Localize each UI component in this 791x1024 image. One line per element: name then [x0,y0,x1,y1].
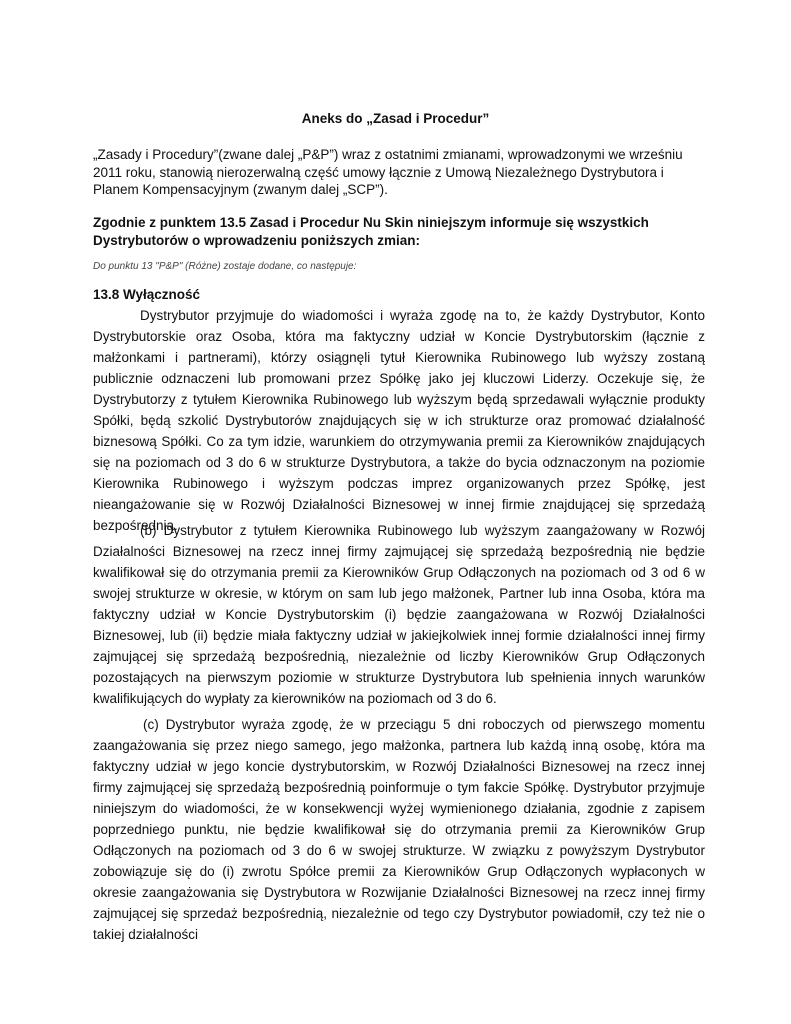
paragraph-a: Dystrybutor przyjmuje do wiadomości i wyraża zgodę na to, że każdy Dystrybutor, Konto Dystrybutorskie oraz Osoba, która ma faktyczny udział w Koncie Dystrybutorskim (łącznie z małżonkami i partnerami), którzy osiągnęli tytuł Kierownika Rubinowego lub wyższy zostaną publicznie odznaczeni lub promowani przez Spółkę jako jej kluczowi Liderzy. Oczekuje się, że Dystrybutorzy z tytułem Kierownika Rubinowego lub wyższym będą sprzedawali wyłącznie produkty Spółki, będą szkolić Dystrybutorów znajdujących się w ich strukturze oraz promować działalność biznesową Spółki. Co za tym idzie, warunkiem do otrzymywania premii za Kierowników znajdujących się na poziomach od 3 do 6 w strukturze Dystrybutora, a także do bycia odznaczonym na poziomie Kierownika Rubinowego i wyższym podczas imprez organizowanych przez Spółkę, jest nieangażowanie się w Rozwój Działalności Biznesowej w innej firmie znajdującej się sprzedażą bezpośrednią. [93,308,705,533]
paragraph-c: (c) Dystrybutor wyraża zgodę, że w przeciągu 5 dni roboczych od pierwszego momentu zaangażowania się przez niego samego, jego małżonka, partnera lub każdą inną osobę, która ma faktyczny udział w jego koncie dystrybutorskim, w Rozwój Działalności Biznesowej na rzecz innej firmy zajmującej się sprzedażą bezpośrednią poinformuje o tym fakcie Spółkę. Dystrybutor przyjmuje niniejszym do wiadomości, że w konsekwencji wyżej wymienionego działania, zgodnie z zapisem poprzedniego punktu, nie będzie kwalifikował się do otrzymania premii za Kierowników Grup Odłączonych na poziomach od 3 do 6 w swojej strukturze. W związku z powyższym Dystrybutor zobowiązuje się do (i) zwrotu Spółce premii za Kierowników Grup Odłączonych wypłaconych w okresie zaangażowania się Dystrybutora w Rozwijanie Działalności Biznesowej na rzecz innej firmy zajmującej się sprzedaż bezpośrednią, niezależnie od tego czy Dystrybutor powiadomił, czy też nie o takiej działalności [93,717,705,942]
bold-intro-paragraph: Zgodnie z punktem 13.5 Zasad i Procedur Nu Skin niniejszym informuje się wszystkich Dystrybutorów o wprowadzeniu poniższych zmian: [93,215,649,248]
intro-paragraph: „Zasady i Procedury”(zwane dalej „P&P”) wraz z ostatnimi zmianami, wprowadzonymi we wrześniu 2011 roku, stanowią nierozerwalną część umowy łącznie z Umową Niezależnego Dystrybutora i Planem Kompensacyjnym (zwanym dalej „SCP”). [93,147,683,197]
amendment-note: Do punktu 13 "P&P" (Różne) zostaje dodane, co następuje: [93,261,357,272]
paragraph-b: (b) Dystrybutor z tytułem Kierownika Rubinowego lub wyższym zaangażowany w Rozwój Działalności Biznesowej na rzecz innej firmy zajmującej się sprzedażą bezpośrednią nie będzie kwalifikował się do otrzymania premii za Kierowników Grup Odłączonych na poziomach od 3 od 6 w swojej strukturze w okresie, w którym on sam lub jego małżonek, Partner lub inna Osoba, która ma faktyczny udział w Koncie Dystrybutorskim (i) będzie zaangażowana w Rozwój Działalności Biznesowej, lub (ii) będzie miała faktyczny udział w jakiejkolwiek innej formie działalności innej firmy zajmującej się sprzedażą bezpośrednią, niezależnie od liczby Kierowników Grup Odłączonych pozostających na pierwszym poziomie w strukturze Dystrybutora lub spełnienia innych warunków kwalifikujących do wypłaty za kierowników na poziomach od 3 do 6. [93,523,705,706]
section-heading: 13.8 Wyłączność [93,287,201,302]
document-title: Aneks do „Zasad i Procedur” [301,111,490,126]
